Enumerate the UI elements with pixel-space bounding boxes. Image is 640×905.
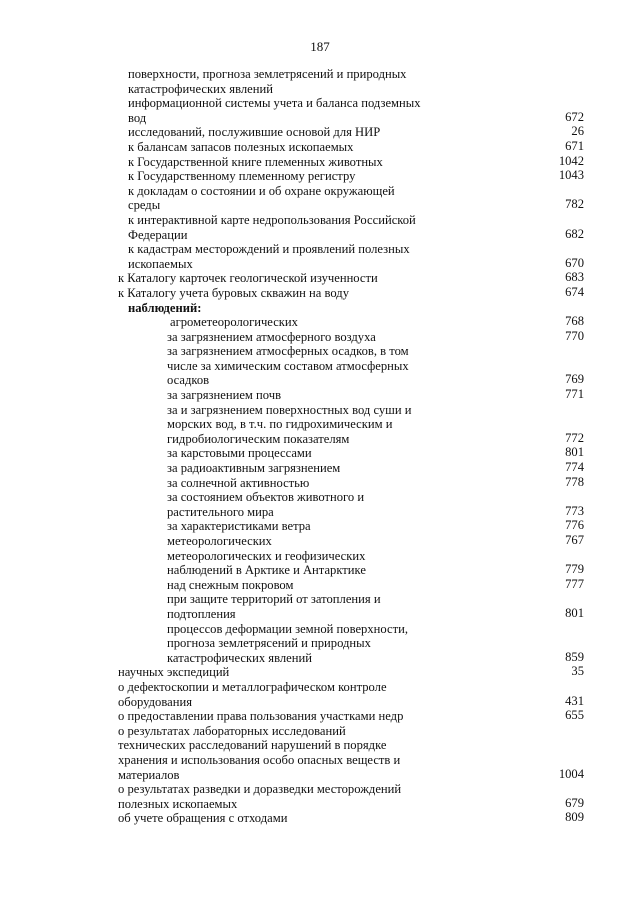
entry-text: агрометеорологических	[170, 315, 298, 330]
entry-page-number: 769	[565, 372, 584, 387]
entry-page-number: 1042	[558, 153, 584, 168]
entry-page-number: 26	[571, 124, 584, 139]
index-entry	[118, 271, 586, 286]
entry-text: к Каталогу учета буровых скважин на воду	[118, 285, 349, 300]
entry-text: о предоставлении права пользования участками недр	[118, 709, 404, 724]
index-entry	[118, 213, 586, 242]
entry-page-number: 776	[565, 518, 584, 533]
entry-page-number: 774	[565, 460, 584, 475]
index-entry	[118, 534, 586, 549]
entry-text: наблюдений:	[128, 300, 202, 315]
entry-text: поверхности, прогноза землетрясений и природных катастрофических явлений	[128, 67, 407, 96]
index-entry	[118, 67, 586, 96]
index-entry	[118, 184, 586, 213]
entry-page-number: 671	[565, 138, 584, 153]
entry-text: исследований, послужившие основой для НИР	[128, 125, 381, 140]
index-entry	[118, 592, 586, 621]
entry-text: за загрязнением атмосферных осадков, в том числе за химическим составом атмосферных осадков	[167, 344, 409, 388]
index-entry	[118, 140, 586, 155]
entry-text: за радиоактивным загрязнением	[167, 461, 341, 476]
index-entry	[118, 315, 586, 330]
entry-page-number: 772	[565, 430, 584, 445]
entry-page-number: 779	[565, 562, 584, 577]
index-entry	[118, 125, 586, 140]
index-entry	[118, 490, 586, 519]
entry-text: над снежным покровом	[167, 577, 294, 592]
index-entry	[118, 388, 586, 403]
entry-text: за карстовыми процессами	[167, 446, 312, 461]
entry-page-number: 771	[565, 387, 584, 402]
entry-text: к кадастрам месторождений и проявлений полезных ископаемых	[128, 242, 410, 271]
entry-text: процессов деформации земной поверхности, прогноза землетрясений и природных катастрофических явлений	[167, 621, 408, 665]
entry-page-number: 655	[565, 708, 584, 723]
entry-text: за солнечной активностью	[167, 475, 310, 490]
entry-page-number: 768	[565, 314, 584, 329]
entry-page-number: 683	[565, 270, 584, 285]
entry-page-number: 672	[565, 109, 584, 124]
entry-text: за характеристиками ветра	[167, 519, 311, 534]
page-number: 187	[310, 39, 330, 54]
entry-page-number: 674	[565, 284, 584, 299]
entry-page-number: 859	[565, 649, 584, 664]
index-entry	[118, 330, 586, 345]
entry-page-number: 1043	[558, 168, 584, 183]
entry-text: за и загрязнением поверхностных вод суши и морских вод, в т.ч. по гидрохимическим и гидробиологическим показателям	[167, 402, 412, 446]
index-entry	[118, 680, 586, 709]
index-entry	[118, 811, 586, 826]
index-entry	[118, 344, 586, 388]
entry-text: к балансам запасов полезных ископаемых	[128, 139, 354, 154]
entry-text: к Государственному племенному регистру	[128, 169, 356, 184]
entry-page-number: 801	[565, 445, 584, 460]
entry-page-number: 782	[565, 197, 584, 212]
entry-page-number: 35	[571, 664, 584, 679]
index-entry	[118, 286, 586, 301]
entry-page-number: 1004	[558, 766, 584, 781]
index-entry	[118, 724, 586, 782]
index-entry	[118, 578, 586, 593]
index-entry	[118, 169, 586, 184]
index-entry	[118, 709, 586, 724]
index-entry	[118, 446, 586, 461]
entry-page-number: 773	[565, 503, 584, 518]
index-entry	[118, 242, 586, 271]
index-entry	[118, 549, 586, 578]
entry-text: информационной системы учета и баланса подземных вод	[128, 96, 421, 125]
entry-text: метеорологических	[167, 534, 272, 548]
entry-text: метеорологических и геофизических наблюдений в Арктике и Антарктике	[167, 548, 366, 578]
entry-page-number: 809	[565, 810, 584, 825]
entry-text: научных экспедиций	[118, 665, 230, 680]
index-entry	[118, 476, 586, 491]
entry-text: за загрязнением почв	[167, 388, 282, 403]
entry-text: к докладам о состоянии и об охране окружающей среды	[128, 183, 395, 213]
entry-page-number: 770	[565, 328, 584, 343]
entry-page-number: 777	[565, 576, 584, 591]
entry-text: об учете обращения с отходами	[118, 811, 288, 826]
index-entry	[118, 519, 586, 534]
index-entry	[118, 622, 586, 666]
index-entry	[118, 403, 586, 447]
entry-text: о результатах лабораторных исследований технических расследований нарушений в порядке хранения и использования особо опасных веществ и материалов	[118, 723, 401, 782]
entry-text: за состоянием объектов животного и растительного мира	[167, 490, 365, 519]
index-section-heading	[118, 301, 586, 316]
entry-page-number: 778	[565, 474, 584, 489]
index-entry	[118, 155, 586, 170]
entry-page-number: 682	[565, 226, 584, 241]
entry-text: к интерактивной карте недропользования Российской Федерации	[128, 212, 416, 242]
index-entry	[118, 782, 586, 811]
entry-text: за загрязнением атмосферного воздуха	[167, 329, 376, 344]
entry-text: при защите территорий от затопления и подтопления	[167, 592, 381, 621]
entry-page-number: 801	[565, 605, 584, 620]
entry-page-number: 431	[565, 693, 584, 708]
entry-text: к Каталогу карточек геологической изученности	[118, 271, 378, 286]
index-entry	[118, 665, 586, 680]
entry-page-number: 767	[565, 533, 584, 547]
entry-page-number: 679	[565, 795, 584, 810]
entry-text: о дефектоскопии и металлографическом контроле оборудования	[118, 679, 387, 709]
entry-page-number: 670	[565, 255, 584, 270]
index-entry	[118, 461, 586, 476]
entry-text: о результатах разведки и доразведки месторождений полезных ископаемых	[118, 782, 402, 811]
index-list	[118, 67, 586, 826]
index-entry	[118, 96, 586, 125]
entry-text: к Государственной книге племенных животных	[128, 154, 383, 169]
